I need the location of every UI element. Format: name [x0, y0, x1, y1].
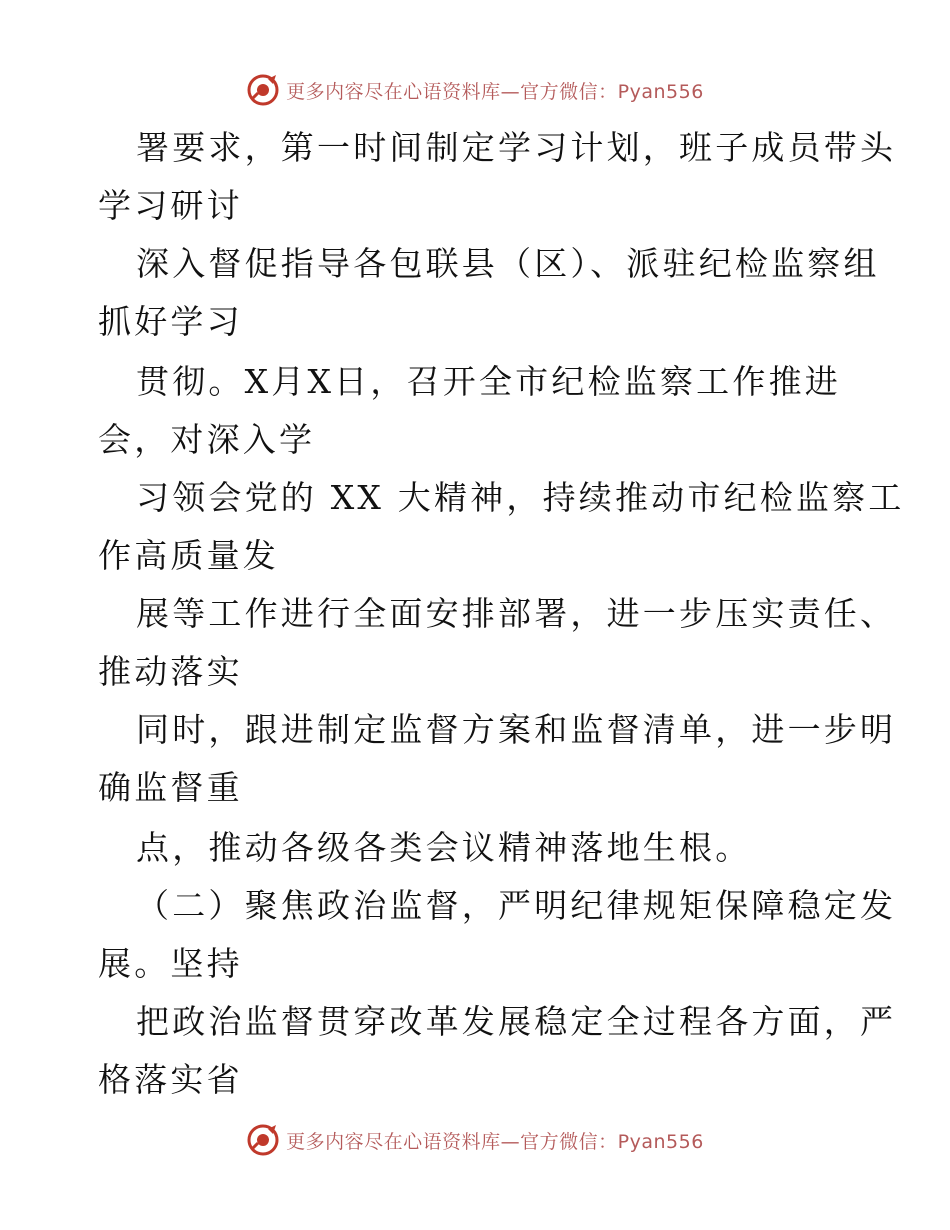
- text-line: 学习研讨: [98, 186, 243, 225]
- header-banner: [0, 70, 950, 110]
- text-line: 深入督促指导各包联县（区）、派驻纪检监察组: [136, 244, 880, 283]
- footer-banner-text: 更多内容尽在心语资料库—官方微信：Pyan556: [286, 1130, 704, 1153]
- logo-icon: [246, 1123, 280, 1157]
- text-line: （二）聚焦政治监督，严明纪律规矩保障稳定发: [136, 886, 897, 925]
- footer-banner: [0, 1120, 950, 1160]
- text-line: 署要求，第一时间制定学习计划，班子成员带头: [136, 128, 897, 167]
- text-line: 作高质量发: [98, 536, 279, 575]
- text-line: 确监督重: [98, 768, 243, 807]
- text-line: 贯彻。X月X日，召开全市纪检监察工作推进: [136, 362, 841, 401]
- header-banner-text: 更多内容尽在心语资料库—官方微信：Pyan556: [286, 80, 704, 103]
- text-line: 格落实省: [98, 1060, 243, 1099]
- text-line: 推动落实: [98, 652, 243, 691]
- logo-icon: [246, 73, 280, 107]
- text-line: 习领会党的 XX 大精神，持续推动市纪检监察工: [136, 478, 905, 517]
- text-line: 同时，跟进制定监督方案和监督清单，进一步明: [136, 710, 897, 749]
- text-line: 把政治监督贯穿改革发展稳定全过程各方面，严: [136, 1002, 897, 1041]
- text-line: 展。坚持: [98, 944, 243, 983]
- text-line: 抓好学习: [98, 302, 243, 341]
- text-line: 会，对深入学: [98, 420, 316, 459]
- text-line: 点，推动各级各类会议精神落地生根。: [136, 828, 752, 867]
- text-line: 展等工作进行全面安排部署，进一步压实责任、: [136, 594, 897, 633]
